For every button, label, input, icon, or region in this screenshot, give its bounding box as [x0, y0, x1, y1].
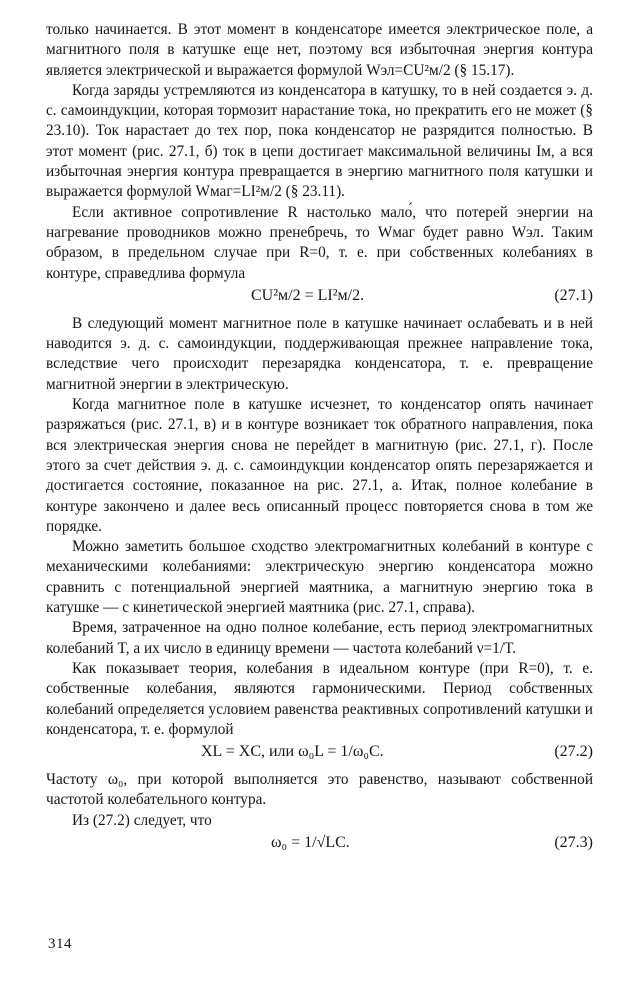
equation-27-1 [46, 284, 593, 308]
equation-27-3 [46, 831, 593, 855]
paragraph: Как показывает теория, колебания в идеальном контуре (при R=0), т. е. собственные колебания, являются гармоническими. Период собственных колебаний определяется условием равенства реактивных сопротивлений катушки и конденсатора, т. е. формулой [46, 659, 593, 738]
paragraph: Когда заряды устремляются из конденсатора в катушку, то в ней создается э. д. с. самоиндукции, которая тормозит нарастание тока, но прекратить его не может (§ 23.10). Ток нарастает до тех пор, пока конденсатор не разрядится полностью. В этот момент (рис. 27.1, б) ток в цепи достигает максимальной величины Iм, а вся избыточная энергия контура превращается в энергию магнитного поля катушки и выражается формулой Wмаг=LI²м/2 (§ 23.11). [46, 81, 593, 201]
paragraph: Время, затраченное на одно полное колебание, есть период электромагнитных колебаний T, а их число в единицу времени — частота колебаний ν=1/T. [46, 619, 593, 657]
paragraph: Из (27.2) следует, что [72, 811, 212, 829]
equation-number: (27.1) [554, 286, 593, 304]
paragraph: Частоту ω₀, при которой выполняется это равенство, называют собственной частотой колебательного контура. [46, 771, 593, 809]
paragraph: Можно заметить большое сходство электромагнитных колебаний в контуре с механическими колебаниями: электрическую энергию конденсатора можно сравнить с потенциальной энергией маятника, а магнитную энергию тока в катушке — с кинетической энергией маятника (рис. 27.1, справа). [46, 538, 593, 617]
equation-formula: XL = XC, или ω₀L = 1/ω₀C. [201, 743, 384, 761]
equation-number: (27.3) [554, 833, 593, 851]
page-number: 314 [48, 936, 72, 952]
equation-formula: ω₀ = 1/√LC. [271, 833, 350, 851]
paragraph: Если активное сопротивление R настолько мало́, что потерей энергии на нагревание проводников можно пренебречь, то Wмаг будет равно Wэл. Таким образом, в предельном случае при R=0, т. е. при собственных колебаниях в контуре, справедлива формула [46, 203, 593, 282]
paragraph: только начинается. В этот момент в конденсаторе имеется электрическое поле, а магнитного поля в катушке еще нет, поэтому вся избыточная энергия контура является электрической и выражается формулой Wэл=CU²м/2 (§ 15.17). [46, 21, 593, 79]
equation-27-2 [46, 740, 593, 764]
equation-number: (27.2) [554, 743, 593, 761]
paragraph: В следующий момент магнитное поле в катушке начинает ослабевать и в ней наводится э. д. с. самоиндукции, поддерживающая прежнее направление тока, вследствие чего происходит перезарядка конденсатора, т. е. превращение магнитной энергии в электрическую. [46, 314, 593, 393]
equation-formula: CU²м/2 = LI²м/2. [251, 286, 365, 304]
paragraph: Когда магнитное поле в катушке исчезнет, то конденсатор опять начинает разряжаться (рис. 27.1, в) и в контуре возникает ток обратного направления, пока вся электрическая энергия снова не перейдет в магнитную (рис. 27.1, г). После этого за счет действия э. д. с. самоиндукции конденсатор опять перезаряжается и достигается состояние, показанное на рис. 27.1, а. Итак, полное колебание в контуре закончено и далее весь описанный процесс повторяется снова в том же порядке. [46, 396, 593, 535]
